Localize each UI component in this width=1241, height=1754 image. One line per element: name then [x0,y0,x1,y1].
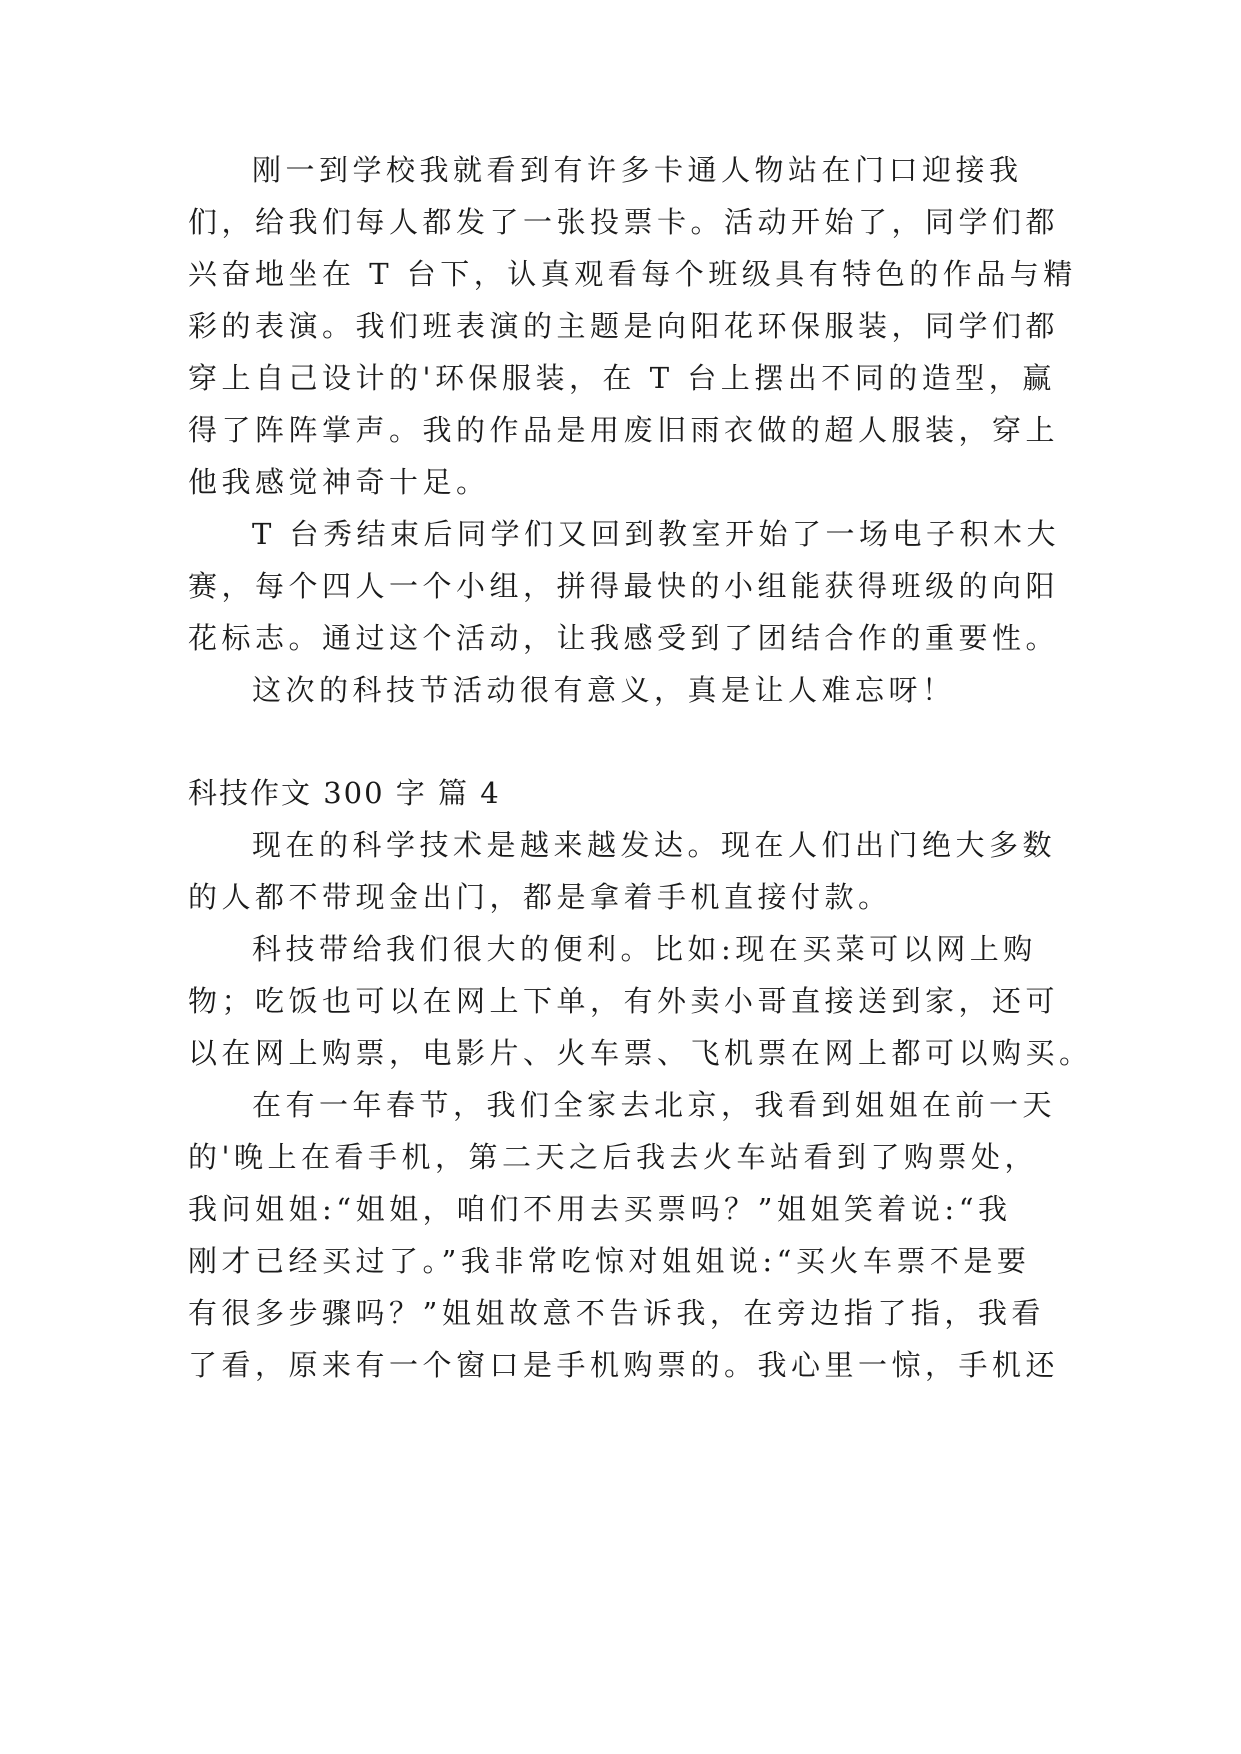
text-line: 现在的科学技术是越来越发达。现在人们出门绝大多数 [252,828,1057,862]
text-line: 穿上自己设计的'环保服装，在 T 台上摆出不同的造型，赢 [188,361,1056,395]
text-line: 在有一年春节，我们全家去北京，我看到姐姐在前一天 [252,1088,1057,1122]
text-line: 得了阵阵掌声。我的作品是用废旧雨衣做的超人服装，穿上 [188,413,1060,447]
text-line: 赛，每个四人一个小组，拼得最快的小组能获得班级的向阳 [188,569,1060,603]
text-line: 刚一到学校我就看到有许多卡通人物站在门口迎接我 [252,153,1023,187]
text-line: 他我感觉神奇十足。 [188,465,490,499]
text-line: T 台秀结束后同学们又回到教室开始了一场电子积木大 [252,517,1061,551]
text-line: 彩的表演。我们班表演的主题是向阳花环保服装，同学们都 [188,309,1060,343]
text-line: 刚才已经买过了。”我非常吃惊对姐姐说:“买火车票不是要 [188,1244,1031,1278]
text-line: 以在网上购票，电影片、火车票、飞机票在网上都可以购买。 [188,1036,1093,1070]
text-line: 科技带给我们很大的便利。比如:现在买菜可以网上购 [252,932,1037,966]
text-line: 的人都不带现金出门，都是拿着手机直接付款。 [188,880,892,914]
text-line: 了看，原来有一个窗口是手机购票的。我心里一惊，手机还 [188,1348,1060,1382]
text-line: 这次的科技节活动很有意义，真是让人难忘呀！ [252,673,956,707]
section-heading: 科技作文 300 字 篇 4 [188,776,501,810]
text-line: 我问姐姐:“姐姐，咱们不用去买票吗？”姐姐笑着说:“我 [188,1192,1012,1226]
text-line: 花标志。通过这个活动，让我感受到了团结合作的重要性。 [188,621,1060,655]
text-line: 的'晚上在看手机，第二天之后我去火车站看到了购票处， [188,1140,1038,1174]
text-line: 兴奋地坐在 T 台下，认真观看每个班级具有特色的作品与精 [188,257,1077,291]
text-line: 物；吃饭也可以在网上下单，有外卖小哥直接送到家，还可 [188,984,1060,1018]
text-line: 有很多步骤吗？”姐姐故意不告诉我，在旁边指了指，我看 [188,1296,1045,1330]
text-line: 们，给我们每人都发了一张投票卡。活动开始了，同学们都 [188,205,1060,239]
